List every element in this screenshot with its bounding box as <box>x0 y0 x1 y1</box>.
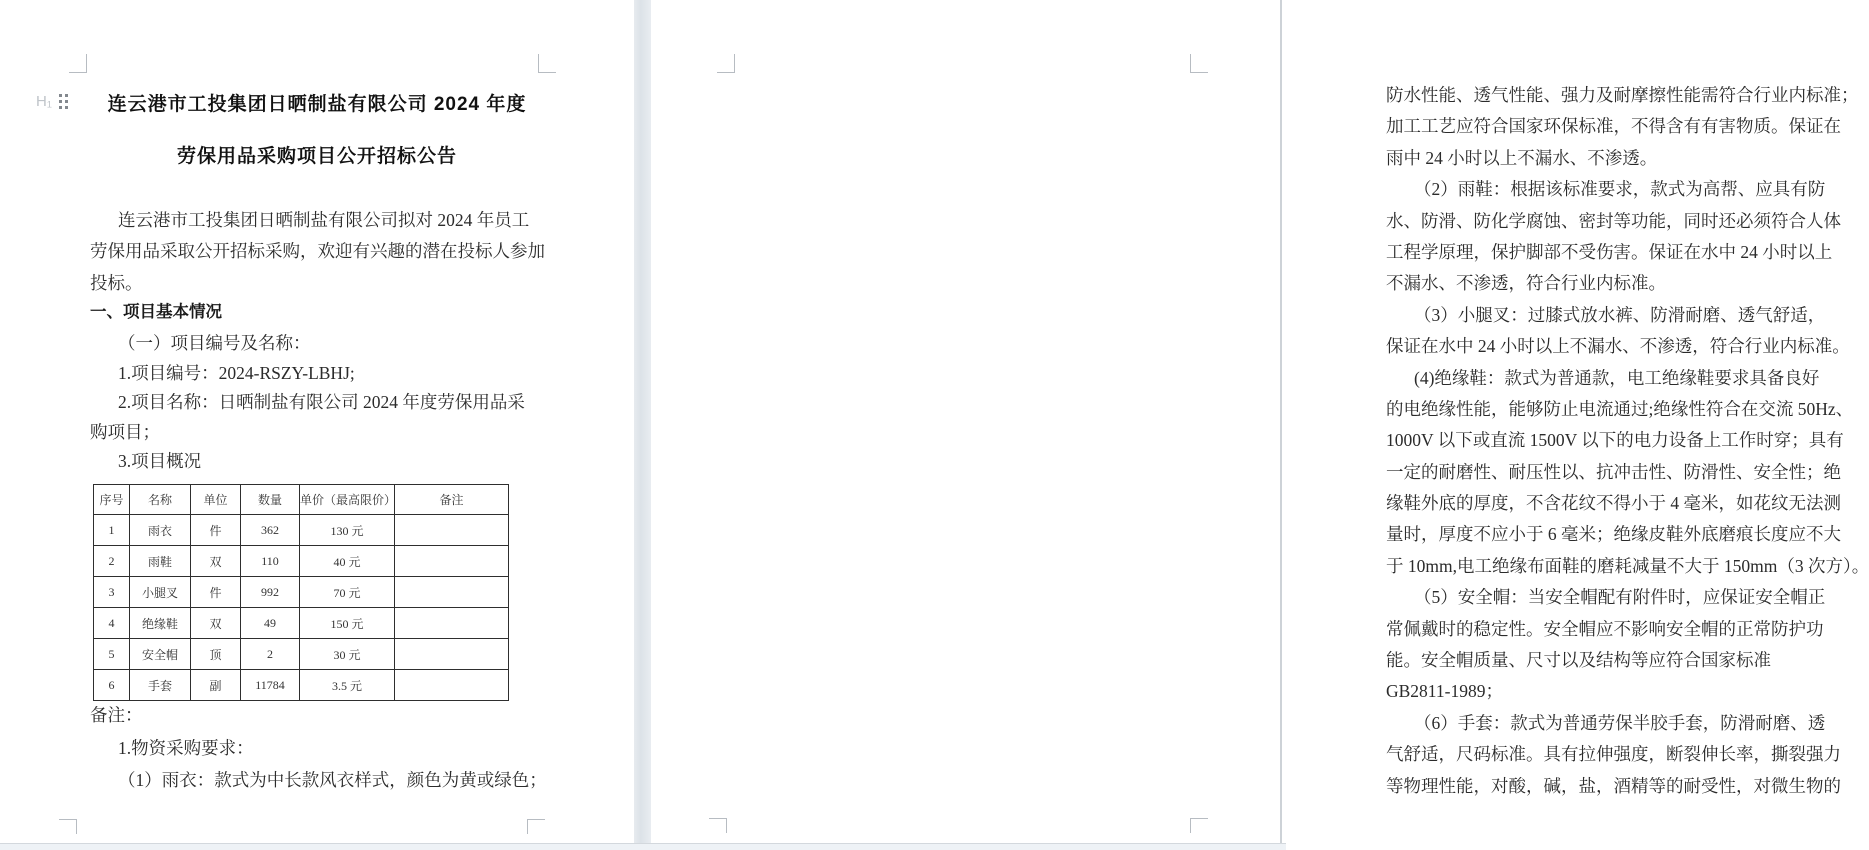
table-cell: 4 <box>94 608 130 639</box>
text-line: 工程学原理，保护脚部不受伤害。保证在水中 24 小时以上 <box>1386 241 1833 262</box>
text-line: 2.项目名称：日晒制盐有限公司 2024 年度劳保用品采 <box>118 392 525 413</box>
text-line: （3）小腿叉：过膝式放水裤、防滑耐磨、透气舒适， <box>1414 304 1826 325</box>
table-cell: 3 <box>94 577 130 608</box>
project-overview-table <box>93 484 509 701</box>
table-cell <box>395 546 509 577</box>
document-title[interactable] <box>88 79 546 183</box>
table-cell: 顶 <box>191 639 241 670</box>
window-right-border <box>1280 0 1282 850</box>
margin-mark-top-right-p2 <box>1190 54 1208 73</box>
table-cell: 双 <box>191 608 241 639</box>
text-line: 1.物资采购要求： <box>118 737 254 758</box>
table-cell: 6 <box>94 670 130 701</box>
notes-paragraph <box>90 699 560 797</box>
table-cell <box>395 670 509 701</box>
margin-mark-bottom-right-p1 <box>527 819 545 834</box>
table-row <box>94 577 509 608</box>
table-header-cell: 单位 <box>191 485 241 515</box>
text-line: 加工工艺应符合国家环保标准，不得含有有害物质。保证在 <box>1386 116 1841 137</box>
text-line: 水、防滑、防化学腐蚀、密封等功能，同时还必须符合人体 <box>1386 210 1841 231</box>
page-2[interactable] <box>651 0 1869 843</box>
text-line: (4)绝缘鞋：款式为普通款，电工绝缘鞋要求具备良好 <box>1414 367 1820 388</box>
table-cell: 110 <box>241 546 300 577</box>
table-cell: 件 <box>191 577 241 608</box>
table-cell: 2 <box>94 546 130 577</box>
margin-mark-top-right-p1 <box>538 54 556 73</box>
text-line: 气舒适，尺码标准。具有拉伸强度，断裂伸长率，撕裂强力 <box>1386 744 1841 765</box>
table-cell: 150 元 <box>300 608 395 639</box>
text-line: 等物理性能，对酸，碱，盐，酒精等的耐受性，对微生物的 <box>1386 775 1841 796</box>
project-info-paragraph <box>90 329 560 477</box>
text-line: （6）手套：款式为普通劳保半胶手套，防滑耐磨、透 <box>1414 712 1826 733</box>
text-line: 3.项目概况 <box>118 451 202 472</box>
table-cell: 5 <box>94 639 130 670</box>
table-cell: 双 <box>191 546 241 577</box>
table-cell: 副 <box>191 670 241 701</box>
table-cell: 11784 <box>241 670 300 701</box>
page-bottom-gap <box>0 843 1286 850</box>
margin-mark-bottom-left-p2 <box>709 818 727 833</box>
table-cell: 40 元 <box>300 546 395 577</box>
text-line: 的电绝缘性能，能够防止电流通过;绝缘性符合在交流 50Hz、 <box>1386 398 1854 419</box>
table-header-cell: 备注 <box>395 485 509 515</box>
text-line: 缘鞋外底的厚度，不含花纹不得小于 4 毫米，如花纹无法测 <box>1386 493 1841 514</box>
table-header-cell: 序号 <box>94 485 130 515</box>
text-line: GB2811-1989； <box>1386 681 1503 702</box>
margin-mark-bottom-left-p1 <box>59 819 77 834</box>
table-row <box>94 546 509 577</box>
margin-mark-bottom-right-p2 <box>1190 818 1208 833</box>
table-row <box>94 608 509 639</box>
table-cell: 雨衣 <box>130 515 191 546</box>
table-cell: 362 <box>241 515 300 546</box>
heading-block-gutter <box>36 93 68 110</box>
table-header-cell: 名称 <box>130 485 191 515</box>
table-row <box>94 670 509 701</box>
table-cell: 992 <box>241 577 300 608</box>
table-cell: 绝缘鞋 <box>130 608 191 639</box>
table-cell: 49 <box>241 608 300 639</box>
table-header-row <box>94 485 509 515</box>
margin-mark-top-left-p1 <box>69 54 87 73</box>
table-cell <box>395 639 509 670</box>
section-heading: 一、项目基本情况 <box>90 303 222 321</box>
table-cell: 小腿叉 <box>130 577 191 608</box>
intro-paragraph <box>90 205 560 299</box>
table-cell <box>395 515 509 546</box>
text-line: 投标。 <box>90 272 143 293</box>
drag-handle-icon[interactable] <box>59 94 68 109</box>
table-cell: 件 <box>191 515 241 546</box>
table-cell: 1 <box>94 515 130 546</box>
table-header-cell: 数量 <box>241 485 300 515</box>
text-line: 能。安全帽质量、尺寸以及结构等应符合国家标准 <box>1386 650 1771 671</box>
text-line: 1000V 以下或直流 1500V 以下的电力设备上工作时穿；具有 <box>1386 430 1844 451</box>
title-line-1: 连云港市工投集团日晒制盐有限公司 2024 年度 <box>107 94 527 115</box>
table-cell: 30 元 <box>300 639 395 670</box>
text-line: 于 10mm,电工绝缘布面鞋的磨耗减量不大于 150mm（3 次方）。 <box>1386 555 1869 576</box>
text-line: （2）雨鞋：根据该标准要求，款式为高帮、应具有防 <box>1414 179 1826 200</box>
text-line: 连云港市工投集团日晒制盐有限公司拟对 2024 年员工 <box>118 210 530 230</box>
table-cell <box>395 577 509 608</box>
text-line: 劳保用品采取公开招标采购，欢迎有兴趣的潜在投标人参加 <box>90 241 545 262</box>
text-line: 量时，厚度不应小于 6 毫米；绝缘皮鞋外底磨痕长度应不大 <box>1386 524 1841 545</box>
table-cell: 雨鞋 <box>130 546 191 577</box>
text-line: 1.项目编号：2024-RSZY-LBHJ; <box>118 362 355 383</box>
text-line: 雨中 24 小时以上不漏水、不渗透。 <box>1386 147 1658 168</box>
page-1[interactable] <box>0 0 634 843</box>
title-line-2: 劳保用品采购项目公开招标公告 <box>176 146 457 167</box>
table-cell <box>395 608 509 639</box>
text-line: （5）安全帽：当安全帽配有附件时，应保证安全帽正 <box>1414 587 1826 608</box>
table-cell: 安全帽 <box>130 639 191 670</box>
heading-level-icon[interactable]: H₁ <box>36 93 52 110</box>
table-row <box>94 515 509 546</box>
text-line: （一）项目编号及名称： <box>118 333 311 353</box>
margin-mark-top-left-p2 <box>717 54 735 73</box>
table-header-cell: 单价（最高限价） <box>300 485 395 515</box>
table-cell: 70 元 <box>300 577 395 608</box>
table-cell: 手套 <box>130 670 191 701</box>
page-gap <box>634 0 651 843</box>
text-line: （1）雨衣：款式为中长款风衣样式，颜色为黄或绿色； <box>118 770 547 790</box>
requirements-paragraphs <box>1386 80 1869 802</box>
table-row <box>94 639 509 670</box>
table-cell: 3.5 元 <box>300 670 395 701</box>
text-line: 防水性能、透气性能、强力及耐摩擦性能需符合行业内标准； <box>1386 85 1859 105</box>
text-line: 一定的耐磨性、耐压性以、抗冲击性、防滑性、安全性；绝 <box>1386 461 1841 482</box>
text-line: 不漏水、不渗透，符合行业内标准。 <box>1386 273 1666 294</box>
text-line: 备注： <box>90 705 143 725</box>
text-line: 保证在水中 24 小时以上不漏水、不渗透，符合行业内标准。 <box>1386 336 1850 357</box>
table-cell: 130 元 <box>300 515 395 546</box>
table-cell: 2 <box>241 639 300 670</box>
text-line: 常佩戴时的稳定性。安全帽应不影响安全帽的正常防护功 <box>1386 618 1824 639</box>
text-line: 购项目； <box>90 421 160 442</box>
